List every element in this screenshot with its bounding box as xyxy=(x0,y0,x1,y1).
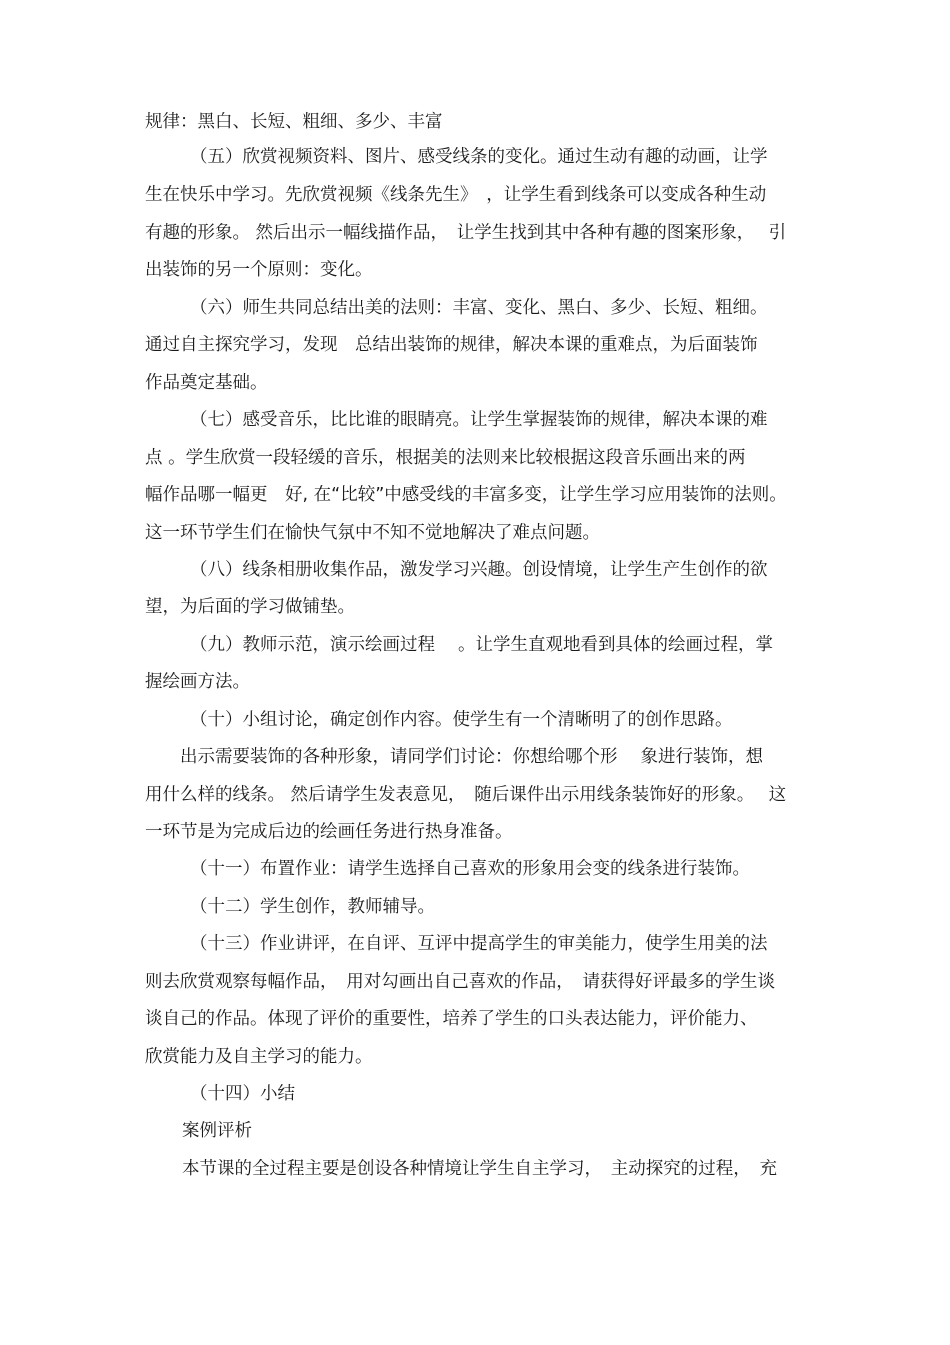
text-line: 作品奠定基础。 xyxy=(145,373,268,393)
text-line: 规律：黑白、长短、粗细、多少、丰富 xyxy=(145,112,443,132)
text-line: 谈自己的作品。体现了评价的重要性，培养了学生的口头表达能力，评价能力、 xyxy=(145,1009,758,1029)
text-line: （九）教师示范，演示绘画过程 。让学生直观地看到具体的绘画过程，掌 xyxy=(190,635,774,655)
text-line: 这一环节学生们在愉快气氛中不知不觉地解决了难点问题。 xyxy=(145,523,600,543)
text-line: 本节课的全过程主要是创设各种情境让学生自主学习， 主动探究的过程， 充 xyxy=(182,1159,777,1179)
text-line: 出装饰的另一个原则：变化。 xyxy=(145,260,373,280)
text-line: （十四）小结 xyxy=(190,1084,295,1104)
text-line: （五）欣赏视频资料、图片、感受线条的变化。通过生动有趣的动画，让学 xyxy=(190,147,768,167)
text-line: （十三）作业讲评，在自评、互评中提高学生的审美能力，使学生用美的法 xyxy=(190,934,768,954)
text-line: （七）感受音乐，比比谁的眼睛亮。让学生掌握装饰的规律，解决本课的难 xyxy=(190,410,768,430)
text-line: （八）线条相册收集作品，激发学习兴趣。创设情境，让学生产生创作的欲 xyxy=(190,560,768,580)
text-line: 一环节是为完成后边的绘画任务进行热身准备。 xyxy=(145,822,513,842)
text-line: 生在快乐中学习。先欣赏视频《线条先生》 ，让学生看到线条可以变成各种生动 xyxy=(145,185,767,205)
text-line: 案例评析 xyxy=(182,1121,252,1141)
text-line: （十一）布置作业：请学生选择自己喜欢的形象用会变的线条进行装饰。 xyxy=(190,859,750,879)
text-line: 望，为后面的学习做铺垫。 xyxy=(145,597,355,617)
text-line: 出示需要装饰的各种形象，请同学们讨论：你想给哪个形 象进行装饰，想 xyxy=(180,747,764,767)
text-line: 欣赏能力及自主学习的能力。 xyxy=(145,1047,373,1067)
text-line: 握绘画方法。 xyxy=(145,672,250,692)
text-line: 点 。学生欣赏一段轻缓的音乐，根据美的法则来比较根据这段音乐画出来的两 xyxy=(145,448,746,468)
text-line: 用什么样的线条。 然后请学生发表意见， 随后课件出示用线条装饰好的形象。 这 xyxy=(145,785,787,805)
text-line: 则去欣赏观察每幅作品， 用对勾画出自己喜欢的作品， 请获得好评最多的学生谈 xyxy=(145,972,775,992)
text-line: 幅作品哪一幅更 好, 在“比较”中感受线的丰富多变，让学生学习应用装饰的法则。 xyxy=(145,485,787,505)
text-line: （十二）学生创作，教师辅导。 xyxy=(190,897,435,917)
text-line: （六）师生共同总结出美的法则：丰富、变化、黑白、多少、长短、粗细。 xyxy=(190,298,768,318)
text-line: 有趣的形象。 然后出示一幅线描作品， 让学生找到其中各种有趣的图案形象， 引 xyxy=(145,223,787,243)
text-line: 通过自主探究学习，发现 总结出装饰的规律，解决本课的重难点，为后面装饰 xyxy=(145,335,758,355)
text-line: （十）小组讨论，确定创作内容。使学生有一个清晰明了的创作思路。 xyxy=(190,710,733,730)
